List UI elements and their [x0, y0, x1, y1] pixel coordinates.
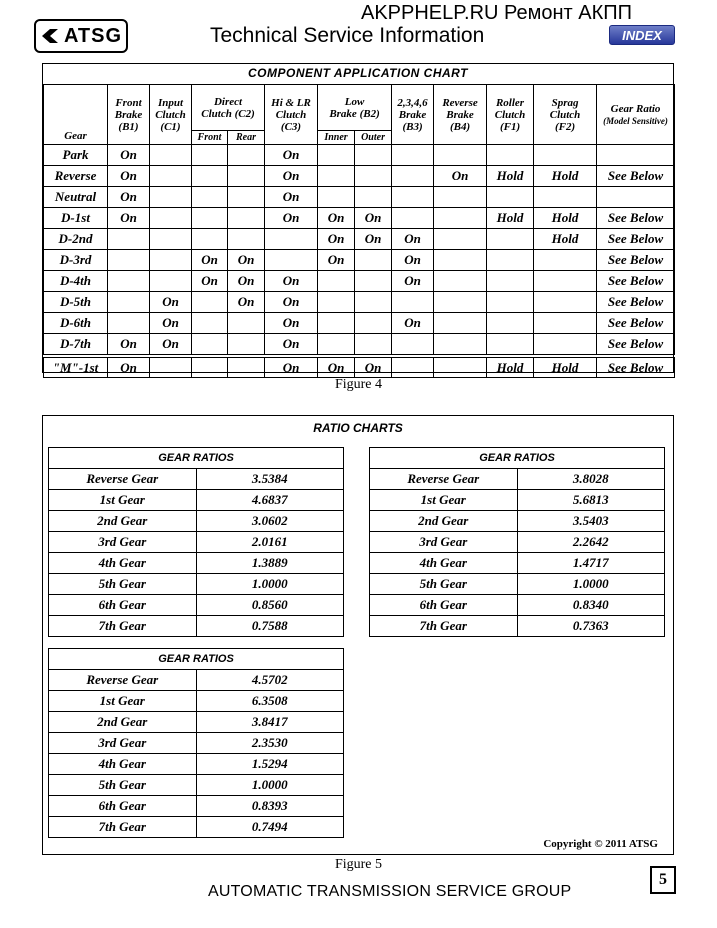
component-cell: On: [392, 229, 434, 250]
gear-ratio-row: [49, 616, 344, 637]
component-cell: See Below: [597, 271, 675, 292]
col-header-low-outer: Outer: [355, 131, 392, 145]
gear-ratio-row: [370, 595, 665, 616]
gear-name-cell: D-2nd: [44, 229, 108, 250]
component-cell: [434, 145, 487, 166]
component-cell: [534, 334, 597, 357]
gear-label-cell: Reverse Gear: [370, 469, 518, 490]
gear-label-cell: 6th Gear: [49, 595, 197, 616]
gear-label-cell: 1st Gear: [49, 691, 197, 712]
gear-label-cell: 2nd Gear: [49, 712, 197, 733]
component-cell: [434, 208, 487, 229]
component-cell: [192, 229, 228, 250]
gear-ratio-row: [49, 733, 344, 754]
component-cell: [597, 145, 675, 166]
component-cell: On: [192, 250, 228, 271]
component-cell: [534, 250, 597, 271]
component-cell: [108, 271, 150, 292]
component-cell: [487, 187, 534, 208]
ratio-value-cell: 0.7494: [196, 817, 344, 838]
component-cell: On: [434, 166, 487, 187]
component-cell: On: [265, 334, 318, 357]
component-cell: [355, 334, 392, 357]
component-cell: [392, 208, 434, 229]
gear-name-cell: D-1st: [44, 208, 108, 229]
component-cell: See Below: [597, 313, 675, 334]
component-cell: [392, 292, 434, 313]
component-cell: [534, 313, 597, 334]
component-cell: Hold: [487, 166, 534, 187]
atsg-logo: [34, 19, 128, 53]
component-cell: [434, 334, 487, 357]
col-header-gear: Gear: [44, 85, 108, 145]
component-cell: [228, 166, 265, 187]
component-cell: On: [228, 292, 265, 313]
index-button[interactable]: INDEX: [609, 25, 675, 45]
col-header-direct-rear: Rear: [228, 131, 265, 145]
component-cell: [487, 313, 534, 334]
component-cell: [434, 187, 487, 208]
component-cell: On: [108, 356, 150, 378]
gear-ratio-row: [370, 574, 665, 595]
gear-label-cell: Reverse Gear: [49, 670, 197, 691]
component-cell: [265, 250, 318, 271]
gear-row: [44, 334, 675, 357]
col-header-hi-lr-clutch: Hi & LR Clutch (C3): [265, 85, 318, 145]
component-cell: [228, 334, 265, 357]
ratio-value-cell: 0.8393: [196, 796, 344, 817]
component-cell: [318, 187, 355, 208]
component-cell: On: [318, 250, 355, 271]
gear-label-cell: 5th Gear: [370, 574, 518, 595]
gear-row: [44, 313, 675, 334]
gear-row: [44, 292, 675, 313]
component-cell: [192, 145, 228, 166]
component-cell: [534, 145, 597, 166]
component-cell: On: [150, 313, 192, 334]
component-cell: [597, 187, 675, 208]
ratio-value-cell: 2.2642: [517, 532, 665, 553]
gear-label-cell: 1st Gear: [370, 490, 518, 511]
component-cell: [150, 356, 192, 378]
gear-ratio-row: [49, 712, 344, 733]
gear-row: [44, 166, 675, 187]
ratio-value-cell: 1.0000: [517, 574, 665, 595]
gear-label-cell: 6th Gear: [49, 796, 197, 817]
gear-row: [44, 145, 675, 166]
ratio-value-cell: 0.8560: [196, 595, 344, 616]
gear-ratio-row: [49, 532, 344, 553]
col-header-direct-front: Front: [192, 131, 228, 145]
gear-name-cell: D-4th: [44, 271, 108, 292]
component-cell: [108, 229, 150, 250]
component-cell: [355, 166, 392, 187]
component-cell: [487, 229, 534, 250]
component-cell: On: [265, 166, 318, 187]
gear-row: [44, 187, 675, 208]
component-cell: [192, 187, 228, 208]
gear-ratio-row: [49, 796, 344, 817]
gear-ratio-row: [49, 553, 344, 574]
component-cell: On: [318, 356, 355, 378]
col-header-gear-ratio: Gear Ratio (Model Sensitive): [597, 85, 675, 145]
component-cell: [355, 145, 392, 166]
gear-row: [44, 229, 675, 250]
component-cell: [392, 334, 434, 357]
ratio-value-cell: 1.0000: [196, 775, 344, 796]
gear-ratio-table: [48, 447, 344, 637]
component-cell: Hold: [487, 356, 534, 378]
gear-ratio-row: [370, 616, 665, 637]
component-cell: On: [108, 187, 150, 208]
component-cell: [434, 292, 487, 313]
component-cell: [108, 313, 150, 334]
gear-row: [44, 250, 675, 271]
component-cell: [392, 187, 434, 208]
component-cell: [108, 250, 150, 271]
component-cell: On: [228, 250, 265, 271]
gear-label-cell: 6th Gear: [370, 595, 518, 616]
gear-ratio-row: [49, 754, 344, 775]
component-cell: [192, 208, 228, 229]
ratio-value-cell: 4.5702: [196, 670, 344, 691]
ratio-value-cell: 0.8340: [517, 595, 665, 616]
gear-label-cell: 3rd Gear: [49, 733, 197, 754]
ratio-value-cell: 6.3508: [196, 691, 344, 712]
component-cell: On: [265, 271, 318, 292]
component-cell: On: [192, 271, 228, 292]
gear-name-cell: D-6th: [44, 313, 108, 334]
gear-label-cell: 3rd Gear: [370, 532, 518, 553]
gear-ratio-row: [49, 817, 344, 838]
gear-ratio-row: [49, 775, 344, 796]
figure-4-caption: Figure 4: [334, 377, 383, 392]
component-cell: [318, 271, 355, 292]
component-cell: On: [392, 313, 434, 334]
component-cell: Hold: [534, 229, 597, 250]
component-cell: [265, 229, 318, 250]
gear-name-cell: Park: [44, 145, 108, 166]
component-cell: [434, 271, 487, 292]
col-header-front-brake: Front Brake (B1): [108, 85, 150, 145]
component-cell: See Below: [597, 208, 675, 229]
chart-title: COMPONENT APPLICATION CHART: [248, 66, 468, 80]
component-cell: On: [392, 271, 434, 292]
col-header-direct-clutch: Direct Clutch (C2): [192, 85, 265, 131]
component-cell: [392, 145, 434, 166]
component-cell: [487, 271, 534, 292]
component-cell: On: [392, 250, 434, 271]
gear-name-cell: Neutral: [44, 187, 108, 208]
component-table: [43, 84, 675, 378]
ratio-charts: [42, 415, 674, 855]
component-cell: [355, 187, 392, 208]
gear-label-cell: 4th Gear: [370, 553, 518, 574]
component-cell: [318, 166, 355, 187]
gear-ratio-row: [49, 691, 344, 712]
gear-ratio-row: [49, 469, 344, 490]
gear-ratio-row: [49, 670, 344, 691]
ratio-value-cell: 3.0602: [196, 511, 344, 532]
footer-org-name: AUTOMATIC TRANSMISSION SERVICE GROUP: [208, 883, 572, 900]
site-title: AKPPHELP.RU Ремонт АКПП: [361, 2, 632, 24]
component-cell: [228, 356, 265, 378]
ratio-value-cell: 3.5403: [517, 511, 665, 532]
gear-ratio-table-header: GEAR RATIOS: [370, 448, 665, 469]
component-cell: [355, 313, 392, 334]
component-cell: [534, 271, 597, 292]
component-cell: [487, 250, 534, 271]
col-header-low-inner: Inner: [318, 131, 355, 145]
component-cell: [228, 313, 265, 334]
component-cell: On: [108, 208, 150, 229]
col-header-sprag-clutch: Sprag Clutch (F2): [534, 85, 597, 145]
component-cell: On: [108, 334, 150, 357]
component-cell: [228, 187, 265, 208]
component-cell: [392, 166, 434, 187]
gear-row: [44, 356, 675, 378]
component-cell: [392, 356, 434, 378]
component-cell: [150, 229, 192, 250]
component-cell: [192, 166, 228, 187]
gear-label-cell: 2nd Gear: [49, 511, 197, 532]
gear-label-cell: 5th Gear: [49, 775, 197, 796]
logo-text: ATSG: [63, 24, 123, 47]
component-cell: On: [150, 334, 192, 357]
component-cell: On: [355, 208, 392, 229]
component-cell: See Below: [597, 292, 675, 313]
figure-5-caption: Figure 5: [334, 857, 383, 872]
gear-ratio-row: [370, 553, 665, 574]
gear-ratio-table-header: GEAR RATIOS: [49, 649, 344, 670]
ratio-value-cell: 0.7588: [196, 616, 344, 637]
gear-label-cell: 4th Gear: [49, 553, 197, 574]
component-cell: [192, 334, 228, 357]
component-cell: On: [265, 145, 318, 166]
ratio-value-cell: 1.5294: [196, 754, 344, 775]
component-cell: Hold: [487, 208, 534, 229]
ratio-value-cell: 3.8417: [196, 712, 344, 733]
col-header-reverse-brake: Reverse Brake (B4): [434, 85, 487, 145]
gear-label-cell: 2nd Gear: [370, 511, 518, 532]
component-cell: [318, 292, 355, 313]
gear-ratio-row: [49, 511, 344, 532]
component-cell: [318, 145, 355, 166]
ratio-value-cell: 2.0161: [196, 532, 344, 553]
gear-ratio-row: [49, 595, 344, 616]
component-cell: [150, 187, 192, 208]
gear-ratio-row: [370, 469, 665, 490]
component-cell: [150, 208, 192, 229]
ratio-value-cell: 3.5384: [196, 469, 344, 490]
component-cell: On: [265, 313, 318, 334]
ratio-value-cell: 4.6837: [196, 490, 344, 511]
component-cell: [355, 271, 392, 292]
copyright: Copyright © 2011 ATSG: [543, 838, 658, 850]
gear-ratio-table: [369, 447, 665, 637]
ratio-value-cell: 3.8028: [517, 469, 665, 490]
component-cell: [434, 356, 487, 378]
component-cell: On: [150, 292, 192, 313]
gear-label-cell: 7th Gear: [49, 817, 197, 838]
gear-name-cell: D-5th: [44, 292, 108, 313]
component-cell: On: [318, 208, 355, 229]
ratio-value-cell: 5.6813: [517, 490, 665, 511]
atsg-logo-icon: [40, 28, 60, 44]
col-header-low-brake: Low Brake (B2): [318, 85, 392, 131]
component-cell: [487, 334, 534, 357]
component-cell: On: [108, 145, 150, 166]
component-cell: [108, 292, 150, 313]
ratio-value-cell: 1.3889: [196, 553, 344, 574]
component-cell: [434, 250, 487, 271]
component-cell: See Below: [597, 229, 675, 250]
gear-name-cell: Reverse: [44, 166, 108, 187]
col-header-roller-clutch: Roller Clutch (F1): [487, 85, 534, 145]
component-cell: [487, 292, 534, 313]
col-header-2346-brake: 2,3,4,6 Brake (B3): [392, 85, 434, 145]
component-cell: See Below: [597, 250, 675, 271]
gear-label-cell: Reverse Gear: [49, 469, 197, 490]
component-cell: [318, 313, 355, 334]
gear-label-cell: 7th Gear: [49, 616, 197, 637]
gear-ratio-row: [49, 574, 344, 595]
gear-ratio-row: [49, 490, 344, 511]
page-title: Technical Service Information: [210, 24, 485, 47]
component-cell: On: [108, 166, 150, 187]
gear-ratio-row: [370, 511, 665, 532]
component-cell: Hold: [534, 208, 597, 229]
component-cell: On: [265, 187, 318, 208]
component-cell: [150, 145, 192, 166]
gear-row: [44, 208, 675, 229]
component-cell: See Below: [597, 166, 675, 187]
component-cell: [192, 313, 228, 334]
component-cell: [487, 145, 534, 166]
gear-label-cell: 5th Gear: [49, 574, 197, 595]
gear-label-cell: 4th Gear: [49, 754, 197, 775]
ratio-charts-title: RATIO CHARTS: [313, 421, 403, 435]
component-cell: [150, 271, 192, 292]
component-application-chart: [42, 63, 674, 373]
component-cell: See Below: [597, 356, 675, 378]
gear-ratio-row: [370, 532, 665, 553]
gear-ratio-table: [48, 648, 344, 838]
component-cell: Hold: [534, 356, 597, 378]
gear-ratio-row: [370, 490, 665, 511]
ratio-value-cell: 0.7363: [517, 616, 665, 637]
ratio-value-cell: 2.3530: [196, 733, 344, 754]
gear-name-cell: "M"-1st: [44, 356, 108, 378]
component-cell: [355, 292, 392, 313]
component-cell: [192, 292, 228, 313]
component-cell: [434, 313, 487, 334]
component-table-body: [44, 145, 675, 378]
gear-label-cell: 1st Gear: [49, 490, 197, 511]
ratio-value-cell: 1.0000: [196, 574, 344, 595]
component-cell: On: [318, 229, 355, 250]
component-cell: On: [355, 229, 392, 250]
ratio-value-cell: 1.4717: [517, 553, 665, 574]
component-cell: [228, 229, 265, 250]
component-cell: On: [228, 271, 265, 292]
component-cell: Hold: [534, 166, 597, 187]
component-cell: See Below: [597, 334, 675, 357]
component-cell: [228, 145, 265, 166]
component-cell: On: [265, 292, 318, 313]
component-cell: [534, 187, 597, 208]
gear-ratio-table-header: GEAR RATIOS: [49, 448, 344, 469]
gear-label-cell: 7th Gear: [370, 616, 518, 637]
component-cell: On: [355, 356, 392, 378]
component-cell: [150, 166, 192, 187]
col-header-input-clutch: Input Clutch (C1): [150, 85, 192, 145]
component-cell: [150, 250, 192, 271]
gear-name-cell: D-7th: [44, 334, 108, 357]
component-cell: [228, 208, 265, 229]
page-number: 5: [650, 866, 676, 894]
component-cell: [534, 292, 597, 313]
component-cell: On: [265, 208, 318, 229]
component-cell: On: [265, 356, 318, 378]
gear-label-cell: 3rd Gear: [49, 532, 197, 553]
component-cell: [434, 229, 487, 250]
component-cell: [318, 334, 355, 357]
gear-row: [44, 271, 675, 292]
gear-name-cell: D-3rd: [44, 250, 108, 271]
component-cell: [355, 250, 392, 271]
component-cell: [192, 356, 228, 378]
